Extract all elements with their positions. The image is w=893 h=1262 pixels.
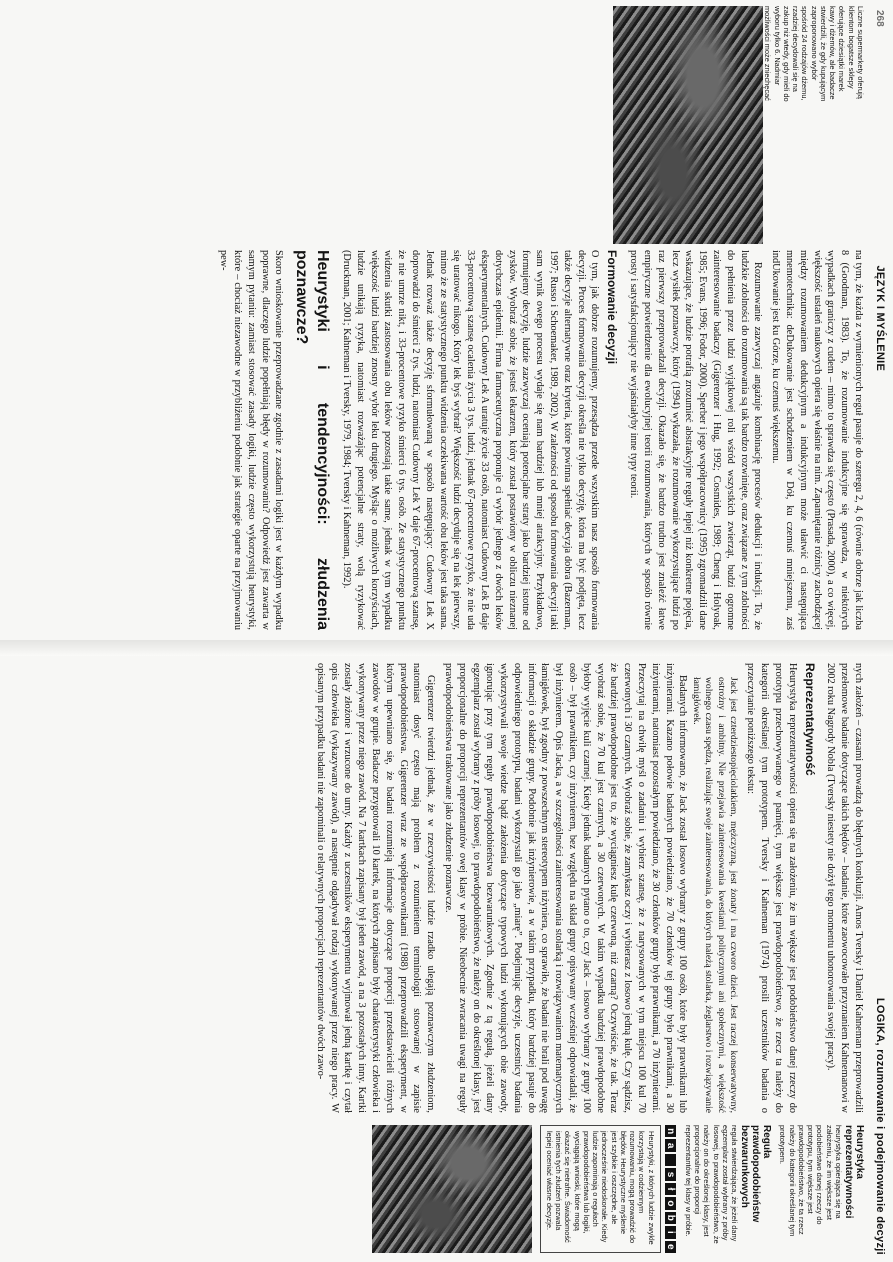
bottom-page-content bbox=[0, 655, 893, 1262]
representativeness-paragraph: Heurystyka reprezentatywności opiera się na założeniu, że im większe jest podobieństwo danej rzeczy do prototypu przechowywanego w pamięci, tym większe jest prawdopodobieństwo, że rzecz ta należy do kategorii określanej tym prototypem. Tversky i Kahneman (1974) prosili uczestników badania o przeczytanie poniższego tekstu: bbox=[745, 663, 798, 1113]
glossary-term-1-title: Heurystyka reprezentatywności bbox=[843, 1125, 865, 1219]
badge-letter: ł bbox=[665, 1183, 676, 1195]
badge-letter: o bbox=[665, 1197, 676, 1209]
after-quote-paragraph-1: Badanych informowano, że Jack został losowo wybrany z grupy 100 osób, które były prawnikami lub inżynierami. Kazano połowie badanych powiedziano, że 70 członków tej grupy było prawnikami, a 30 inżynierami, natomiast pozostałym powiedziano, że 30 członków grupy było prawnikami, a 70 inżynierami. Przeczytaj na chwilę myśl o zadaniu i wybierz szansę, że z narysowanych w tym miejscu 100 kul 70 czerwonych i 30 czarnych. Wyobraź sobie, że zamykasz oczy i wybierasz z losowo jedną kulę. Czy sądzisz, że bardziej prawdopodobne jest to, że wyciągniesz kulę czerwoną, niż czarną? Oczywiście, że tak. Teraz wyobraź sobie, że 70 kul jest czarnych, a 30 czerwonych. W takim wypadku bardziej prawdopodobne byłoby wyjęcie kuli czarnej. Kiedy jednak badanych pytano o to, czy Jack – losowo wybrany z grupy 100 osób – był prawnikiem, czy inżynierem, bez względu na skład grupy opisywany wcześniej odpowiadali, że był inżynierem. Opis Jacka, a w szczególności zainteresowania stolarką i rozwiązywaniem matematycznych łamigłówek, był zgodny z powszechnym stereotypem inżyniera, co sprawiło, że badani nie brali pod uwagę informacji o składzie grupy. Podobnie jak inżynierowie, a w takim przypadku, który bardziej pasuje do odpowiedniego prototypu, badani wykorzystali go jako „miarę”. Podejmując decyzje, uczestnicy badania wykorzystywali swoje wiedze bądź założenia dotyczące typowych ludzi wykonujących obie zawody, ignorując przy tym reguły prawdopodobieństwa bezwarunkowych. Zgodnie z tą regułą, jeżeli dany egzemplarz został wybrany z próby losowej, to prawdopodobieństwo, że należy on do określonej klasy, jest proporcjonalne do proporcji reprezentantów owej klasy w próbie. Nieobecnie zwracania uwagi na reguły prawdopodobieństwa traktowane jako złudzenie poznawcze. bbox=[442, 663, 689, 1113]
badge-letter: s bbox=[665, 1168, 676, 1180]
running-head-right: LOGIKA, rozumowanie i podejmowanie decyzji bbox=[874, 997, 886, 1255]
jack-quote: Jack jest czterdziestopięciolatkiem, mężczyzną, jest żonaty i ma czworo dzieci. Jest raczej konserwatywny, ostrożny i ambitny. Nie przejawia zainteresowania kwestiami politycznymi ani społecznymi, a większość wolnego czasu spędza, realizując swoje zainteresowania, do których należą stolarka, żeglarstwo i rozwiązywanie łamigłówek. bbox=[690, 677, 740, 1113]
section-heading-representativeness: Reprezentatywność bbox=[802, 663, 817, 776]
crowd-photo bbox=[372, 1125, 532, 1253]
top-header bbox=[871, 10, 889, 630]
badge-letter bbox=[665, 1154, 676, 1166]
badge-letter: i bbox=[665, 1226, 676, 1238]
after-quote-paragraph-2: Gigerenzer twierdzi jednak, że w rzeczywistości ludzie rzadko ulegają poznawczym złudzeniom, natomiast dosyć często mają problem z rozumieniem terminologii stosowanej w zapisie prawdopodobieństwa. Gigerenzer wraz ze współpracownikami (1988) przeprowadzili eksperyment, w którym upewniano się, że badani rozumieją informacje dotyczące proporcji przedstawicieli różnych zawodów w grupie. Badacze przygotowali 10 kartek, na których zapisano były charakterystyki człowieka i wykonywany przez niego zawód. Na 7 kartkach zapisany był jeden zawód, a na 3 pozostałych inny. Kartki zostały złożone i wrzucone do urny. Każdy z uczestników eksperymentu wyjmował jedną kartkę i czytał opis człowieka (wykazywany zawód), a następnie odgadywał rodzaj wykonywanej przez niego pracy. W opisanym przypadku badani nie zapominali o relatywnych proporcjach reprezentantów dwóch zawo- bbox=[314, 663, 437, 1113]
main-text-column bbox=[15, 250, 865, 630]
section-heading-decisions: Formowanie decyzji bbox=[605, 250, 620, 365]
badge-letter: b bbox=[665, 1212, 676, 1224]
bottom-page bbox=[0, 655, 893, 1262]
decisions-paragraph: O tym, jak dobrze rozumujemy, przesądza przede wszystkim nasz sposób formowania decyzji. Proces formowania decyzji określa nie tylko decyzję, która ma być podjęta, lecz także decyzje alternatywne oraz kryteria, które powinna spełniać decyzja dobra (Bazerman, 1997; Russo i Schoemaker, 1989, 2002). W zależności od sposobu formowania decyzji taki sam wynik owego procesu wydaje się nam bardziej lub mniej atrakcyjny. Przykładowo, formujemy decyzję, ludzie zazwyczaj oceniają potencjalne straty jako bardziej istotne od zysków. Wyobraź sobie, że jesteś lekarzem, który został postawiony w obliczu nieznanej dotychczas epidemii. Firma farmaceutyczna proponuje ci wybór jednego z dwóch leków eksperymentalnych. Cudowny Lek A uratuje życie 33 osób, natomiast Cudowny Lek B daje 33-procentową szansę ocalenia życia 3 tys. ludzi, jednak 67-procentowe ryzyko, że nie uda się uratować nikogo. Który lek byś wybrał? Większość ludzi decyduje się na lek pierwszy, mimo że ze statystycznego punktu widzenia oczekiwana wartość obu leków jest taka sama. Jednak rozważ także decyzję sformułowaną w sposób następujący: Cudowny Lek X doprowadzi do śmierci 2 tys. ludzi, natomiast Cudowny Lek Y daje 67-procentową szansę, że nie umrze nikt, i 33-procentowe ryzyko śmierci 6 tys. osób. Ze statystycznego punktu widzenia skutki zastosowania obu leków pozostają takie same, jednak w tym wypadku większość ludzi bardziej znosny wybór leku drugiego. Myśląc o możliwych korzyściach, ludzie unikają ryzyka, natomiast rozważając potencjalne straty, wolą ryzykować (Druckman, 2001; Kahneman i Tversky, 1979, 1984; Tversky i Kahneman, 1992). bbox=[341, 250, 601, 630]
sidebar-caption: Liczne supermarkety oferują klientom bogatsze sklepy oferujące dziesiątki marek kawy i dżemów, ale badacze stwierdzili, że gdy kupującym zaproponowano wybór spośród 24 rodzajów dżemu, rzadziej decydowali się na zakup niż wtedy, gdy mieli do wyboru tylko 6. Nadmiar możliwości może zniechęcać bbox=[763, 6, 865, 102]
glossary-term-2-text: reguła stwierdzająca, że jeżeli dany egzemplarz został wybrany z próby losowej, to prawdopodobieństwo, że należy on do określonej klasy, jest proporcjonalne do proporcji reprezentantów tej klasy w próbie. bbox=[684, 1125, 740, 1244]
bottom-sidebar bbox=[10, 1125, 865, 1253]
badge-letter: a bbox=[665, 1139, 676, 1151]
section-heading-heuristics: Heurystyki i tendencyjności: złudzenia poznawcze? bbox=[292, 250, 332, 630]
badge-row bbox=[665, 1125, 676, 1253]
badge-letter: n bbox=[665, 1125, 676, 1137]
sidebar-box-text: Heurystyki, z których ludzie zwykle korzystają w codziennym rozumowaniu, mogą prowadzić do błędów. Heurystyczne myślenie jest szybkie i oszczędne, ale jednocześnie niedoskonałe. Kiedy ludzie zapominają o regułach prawdopodobieństwa lub logiki, wyciągają wnioski, które mogą okazać się nietrafne. Świadomość istnienia tych złudzeń pozwala lepiej oceniać własne decyzje. bbox=[540, 1125, 661, 1253]
badge-letter: e bbox=[665, 1241, 676, 1253]
intro-paragraph-2: Rozumowanie zazwyczaj angażuje kombinację procesów dedukcji i indukcji. To, że ludzkie zdolności do rozumowania są tak bardzo rozwinięte, oraz związane z tym zdolności do pełnienia przez ludzi wyjątkowej roli wśród wszystkich zwierząt, budzi ogromne zainteresowanie badaczy (Gigerenzer i Hug, 1992; Cosmides, 1989; Cheng i Holyoak, 1985; Evans, 1996; Fodor, 2000). Sperber i jego współpracownicy (1995) zgromadzili dane wskazujące, że ludzie potrafią zrozumieć abstrakcyjne reguły lepiej niż konkretne pojęcia, lecz wysiłek poznawczy, który (1994) wykazała, że rozumowanie wykorzystujące ludzi po raz pierwszy przeprowadzali decyzji. Okazało się, że bardzo trudno jest znaleźć łatwe empiryczne potwierdzenie dla ewolucyjnej teorii rozumowania, których w sposób równie prosty i satysfakcjonujący nie wyjaśniałyby inne typy teorii. bbox=[628, 250, 764, 630]
heuristics-paragraph: Skoro wnioskowanie przeprowadzane zgodnie z zasadami logiki jest w każdym wypadku poprawne, dlaczego ludzie popełniają błędy w rozumowaniu? Odpowiedź jest zawarta w samym pytaniu: zamiast stosować zasady logiki, ludzie często wykorzystują heurystyki, które – chociaż niezawodne w przybliżeniu podobnie jak strategie oparte na przyjmowaniu pew- bbox=[218, 250, 285, 630]
glossary-term-2-title: Reguła prawdopodobieństw bezwarunkowych bbox=[739, 1125, 773, 1223]
glossary-term-1-text: heurystyka opierająca się na założeniu, że im większe jest podobieństwo danej rzeczy do prototypu, tym większe jest prawdopodobieństwo, że ta rzecz należy do kategorii określanej tym prototypem. bbox=[778, 1125, 843, 1237]
running-head: JĘZYK I MYŚLENIE bbox=[874, 265, 886, 372]
supermarket-photo bbox=[613, 6, 763, 244]
bottom-header bbox=[871, 665, 889, 1255]
bottom-text-column bbox=[10, 663, 865, 1113]
page-number: 268 bbox=[874, 10, 886, 27]
book-spine-shadow bbox=[0, 640, 893, 656]
intro-paragraph-1: na tym, że każda z wymienionych reguł pasuje do szeregu 2, 4, 6 (równie dobrze jak liczba 8 (Goodman, 1983). To, że rozumowanie indukcyjne się sprawdza, w niektórych wypadkach graniczy z cudem – mimo to sprawdza się często (Prasada, 2000), a co więcej, większość ustaleń naukowych opiera się właśnie na nim. Zapamiętanie różnicy zachodzącej między rozumowaniem dedukcyjnym a indukcyjnym może ułatwić ci następująca mnemotechnika: deDukowanie jest schodzeniem w Dół, ku czemuś mniejszemu, zaś indUkowanie jest ku Górze, ku czemuś większemu. bbox=[770, 250, 864, 630]
bottom-intro-paragraph: nych założeń – czasami prowadzą do błędnych konkluzji. Amos Tversky i Daniel Kahneman przeprowadzili przełomowe badanie dotyczące takich błędów – badanie, które zaowocowało przyznaniem Kahnemanowi w 2002 roku Nagrody Nobla (Tversky niestety nie dożył tego momentu uhonorowania swojej pracy). bbox=[825, 663, 864, 1113]
